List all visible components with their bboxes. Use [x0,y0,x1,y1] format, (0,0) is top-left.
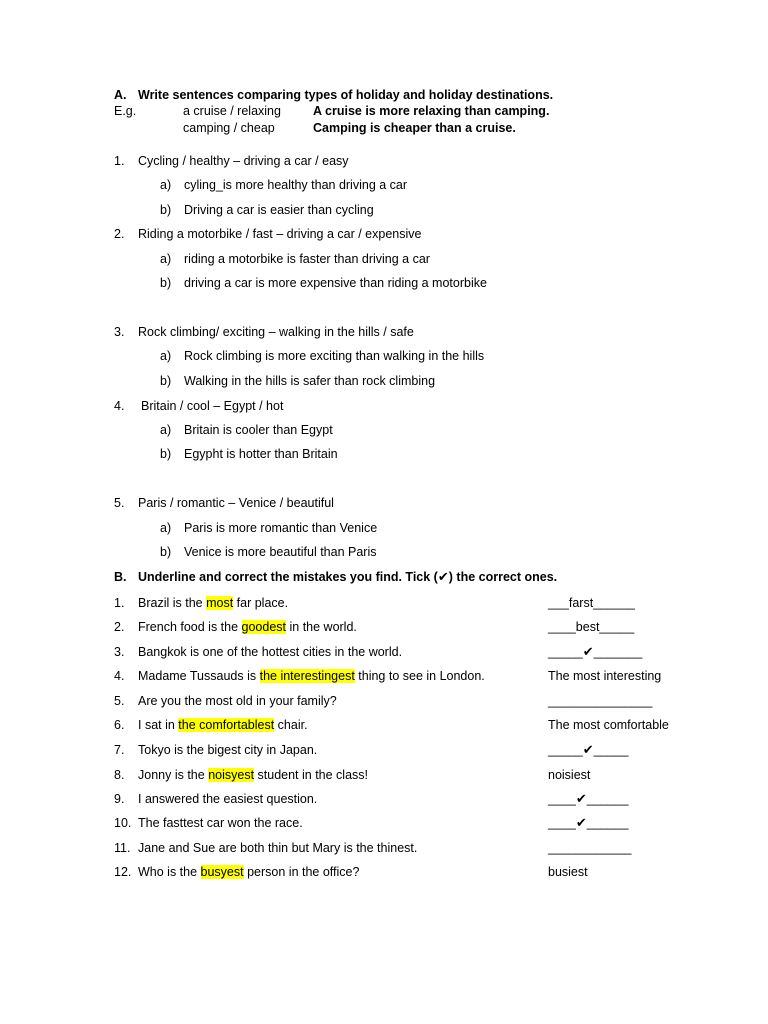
sentence-text: person in the office? [243,865,360,879]
correction [548,742,628,758]
item-number: 2. [114,620,125,634]
correction [548,791,628,807]
sentence-text: Brazil is the [138,596,207,610]
sentence-text: I answered the easiest question. [138,792,318,806]
item-number: 3. [114,645,125,659]
answer-label: b) [160,203,172,217]
answer-text: Driving a car is easier than cycling [184,203,374,217]
sentence-text: I sat in [138,718,179,732]
sentence-text: Tokyo is the bigest city in Japan. [138,743,318,757]
sentence-text: student in the class! [254,768,368,782]
sentence-text: Madame Tussauds is [138,669,260,683]
correction: _______________ [548,694,653,708]
highlighted-mistake: busyest [200,865,244,879]
sentence-text: Jane and Sue are both thin but Mary is the thinest. [138,841,418,855]
answer-label: b) [160,276,172,290]
item-number: 5. [114,496,125,510]
correction [548,644,642,660]
correction: The most comfortable [548,718,669,732]
sentence-text: chair. [274,718,308,732]
item-number: 12. [114,865,132,879]
blank-line: _____ [548,743,583,757]
item-number: 9. [114,792,125,806]
answer-text: Paris is more romantic than Venice [184,521,378,535]
highlighted-mistake: the interestingest [259,669,355,683]
sentence-text: Who is the [138,865,201,879]
example-label: E.g. [114,104,137,118]
tick-icon: ✔ [575,791,587,806]
item-prompt: Riding a motorbike / fast – driving a car / expensive [138,227,422,241]
highlighted-mistake: most [206,596,234,610]
blank-line: ____ [548,816,576,830]
sentence [138,668,485,684]
sentence-text: The fasttest car won the race. [138,816,303,830]
section-a-label: A. [114,88,127,102]
answer-text: cyling_is more healthy than driving a car [184,178,408,192]
answer-text: Britain is cooler than Egypt [184,423,333,437]
answer-text: Egypht is hotter than Britain [184,447,338,461]
item-prompt: Cycling / healthy – driving a car / easy [138,154,349,168]
item-number: 10. [114,816,132,830]
item-number: 11. [114,841,131,855]
instruction-text: ) the correct ones. [448,570,558,584]
item-number: 8. [114,768,125,782]
section-b-label: B. [114,570,127,584]
item-prompt: Rock climbing/ exciting – walking in the hills / safe [138,325,414,339]
answer-label: a) [160,521,172,535]
correction: ____best_____ [548,620,635,634]
correction: noisiest [548,768,591,782]
highlighted-mistake: noisyest [208,768,255,782]
correction: The most interesting [548,669,662,683]
answer-label: b) [160,545,172,559]
sentence [138,595,288,611]
answer-label: b) [160,447,172,461]
answer-label: a) [160,423,172,437]
blank-line: ______ [586,816,629,830]
item-number: 2. [114,227,125,241]
answer-text: driving a car is more expensive than riding a motorbike [184,276,487,290]
blank-line: _____ [593,743,629,757]
sentence-text: thing to see in London. [354,669,485,683]
answer-label: a) [160,178,172,192]
sentence-text: Bangkok is one of the hottest cities in the world. [138,645,403,659]
sentence-text: French food is the [138,620,242,634]
item-number: 4. [114,399,125,413]
item-prompt: Britain / cool – Egypt / hot [141,399,284,413]
blank-line: _____ [548,645,583,659]
answer-label: a) [160,252,172,266]
correction: ___farst______ [548,596,635,610]
blank-line: _______ [593,645,643,659]
answer-label: a) [160,349,172,363]
tick-icon: ✔ [582,742,594,757]
highlighted-mistake: goodest [241,620,287,634]
item-number: 7. [114,743,125,757]
sentence [138,767,368,783]
answer-text: Walking in the hills is safer than rock climbing [184,374,436,388]
example-answer: Camping is cheaper than a cruise. [313,121,516,135]
item-prompt: Paris / romantic – Venice / beautiful [138,496,334,510]
tick-icon: ✔ [575,815,587,830]
sentence [138,619,357,635]
example-prompt: a cruise / relaxing [183,104,281,118]
tick-icon: ✔ [437,569,449,584]
answer-text: riding a motorbike is faster than driving a car [184,252,430,266]
item-number: 4. [114,669,125,683]
item-number: 6. [114,718,125,732]
answer-text: Rock climbing is more exciting than walking in the hills [184,349,485,363]
sentence [138,717,308,733]
instruction-text: Underline and correct the mistakes you find. Tick ( [138,570,438,584]
correction: busiest [548,865,588,879]
sentence-text: Are you the most old in your family? [138,694,337,708]
item-number: 5. [114,694,125,708]
correction: ____________ [548,841,632,855]
sentence [138,864,359,880]
section-a-instruction: Write sentences comparing types of holiday and holiday destinations. [138,88,554,102]
sentence-text: Jonny is the [138,768,209,782]
section-b-instruction [138,569,557,585]
example-answer: A cruise is more relaxing than camping. [313,104,550,118]
blank-line: ____ [548,792,576,806]
answer-text: Venice is more beautiful than Paris [184,545,377,559]
blank-line: ______ [586,792,629,806]
sentence-text: in the world. [286,620,357,634]
answer-label: b) [160,374,172,388]
item-number: 1. [114,596,125,610]
highlighted-mistake: the comfortablest [178,718,275,732]
sentence-text: far place. [233,596,289,610]
item-number: 3. [114,325,125,339]
tick-icon: ✔ [582,644,594,659]
correction [548,815,628,831]
item-number: 1. [114,154,125,168]
example-prompt: camping / cheap [183,121,275,135]
